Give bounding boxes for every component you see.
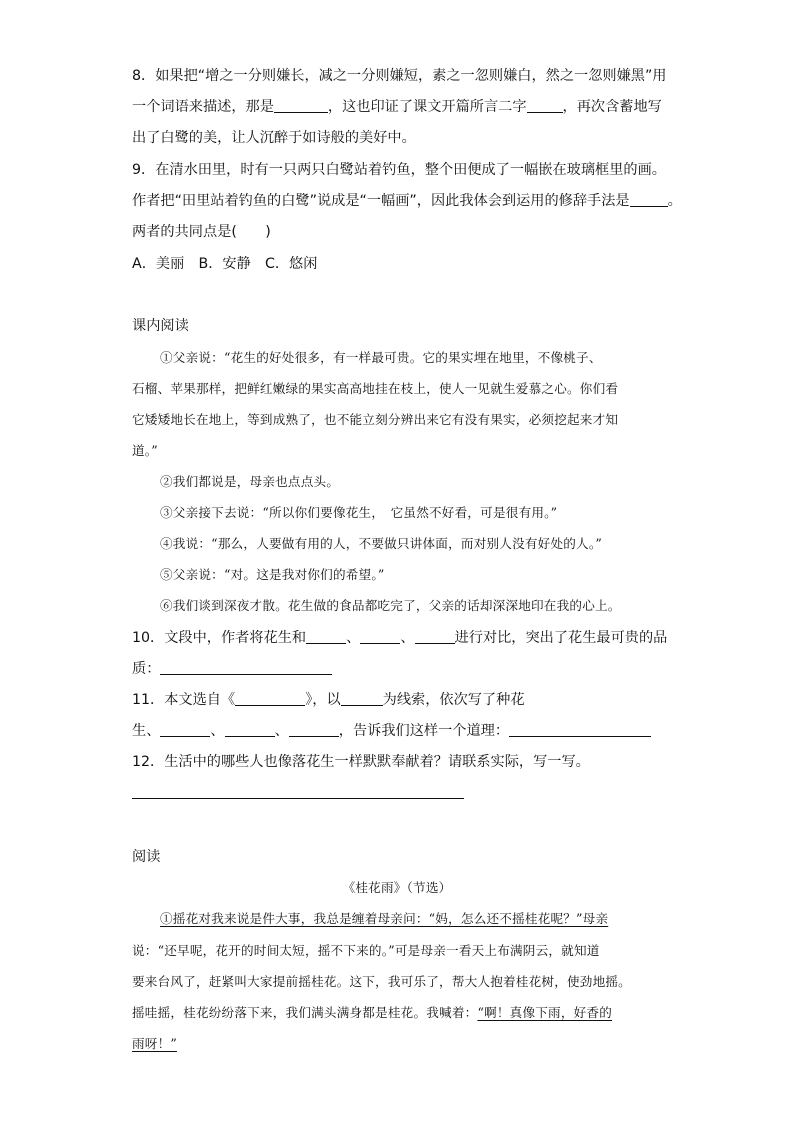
passage1-para2: ②我们都说是，母亲也点点头。 [160,474,340,489]
passage2-underlined-text: ①摇花对我来说是件大事，我总是缠着母亲问：“妈，怎么还不摇桂花呢？”母亲 [160,911,609,926]
passage1-para5: ⑤父亲说：“对。这是我对你们的希望。” [160,567,385,582]
q8-line-2 [132,97,662,117]
q11-text-c: 为线索，依次写了种花 [382,692,525,708]
q8-text-c: ，再次含蓄地写 [562,99,662,115]
q10-text-b: 进行对比，突出了花生最可贵的品 [454,630,668,646]
q10-sep: 、 [346,630,361,646]
q11-answer-blank-6[interactable] [509,722,651,737]
q11-answer-blank-3[interactable] [160,722,210,737]
q11-line-2 [132,721,651,741]
q8-text-a: 一个词语来描述，那是 [132,99,274,115]
q10-text-a: 10．文段中，作者将花生和 [132,630,307,646]
q9-text-b: 。 [667,193,682,209]
passage2-para1-line3: 要来台风了，赶紧叫大家提前摇桂花。这下，我可乐了，帮大人抱着桂花树，使劲地摇。 [132,974,631,989]
passage1-para1-line4: 道。” [132,443,158,458]
passage2-text: 摇哇摇，桂花纷纷落下来，我们满头满身都是桂花。我喊着： [132,1005,478,1020]
q11-text-b: 》，以 [305,692,341,708]
q11-line-1 [132,690,525,710]
q10-answer-blank-2[interactable] [360,629,400,644]
q8-line-1: 8．如果把“增之一分则嫌长，减之一分则嫌短，素之一忽则嫌白，然之一忽则嫌黑”用 [132,68,667,84]
q12-answer-line[interactable] [132,798,464,799]
q9-options[interactable]: A．美丽 B．安静 C．悠闲 [132,256,318,272]
q10-line-2 [132,659,332,679]
passage1-para1-line1: ①父亲说：“花生的好处很多，有一样最可贵。它的果实埋在地里，不像桃子、 [160,350,602,365]
passage2-para1-line1 [160,909,608,929]
q10-sep: 、 [400,630,415,646]
passage2-para1-line4 [132,1003,612,1023]
passage1-para1-line3: 它矮矮地长在地上，等到成熟了，也不能立刻分辨出来它有没有果实，必须挖起来才知 [132,412,619,427]
q8-answer-blank-2[interactable] [527,98,563,113]
q10-line-1 [132,628,667,648]
passage2-para1-line5 [132,1034,177,1054]
q11-answer-blank-4[interactable] [225,722,275,737]
q10-answer-blank-3[interactable] [415,629,455,644]
q11-text-a: 11．本文选自《 [132,692,236,708]
q11-sep: 、 [274,723,289,739]
passage1-para6: ⑥我们谈到深夜才散。花生做的食品都吃完了，父亲的话却深深地印在我的心上。 [160,598,621,613]
q9-answer-blank[interactable] [630,192,668,207]
section-title-reading: 阅读 [132,849,161,865]
q9-line-1: 9．在清水田里，时有一只两只白鹭站着钓鱼，整个田便成了一幅嵌在玻璃框里的画。 [132,162,666,178]
q9-text-a: 作者把“田里站着钓鱼的白鹭”说成是“一幅画”，因此我体会到运用的修辞手法是 [132,193,630,209]
section-title-in-class-reading: 课内阅读 [132,318,189,334]
q8-text-b: ，这也印证了课文开篇所言二字 [327,99,527,115]
q11-text-d: 生、 [132,723,161,739]
q10-answer-blank-1[interactable] [306,629,346,644]
passage1-para3: ③父亲接下去说：“所以你们要像花生， 它虽然不好看，可是很有用。” [160,505,558,520]
q11-answer-blank-2[interactable] [341,691,383,706]
passage1-para1-line2: 石榴、苹果那样，把鲜红嫩绿的果实高高地挂在枝上，使人一见就生爱慕之心。你们看 [132,381,619,396]
q11-answer-blank-5[interactable] [289,722,339,737]
passage2-underlined-quote-end: 雨呀！” [132,1036,178,1051]
q12-line-1: 12．生活中的哪些人也像落花生一样默默奉献着？请联系实际，写一写。 [132,754,590,770]
q10-text-c: 质： [132,661,161,677]
passage1-para4: ④我说：“那么，人要做有用的人，不要做只讲体面，而对别人没有好处的人。” [160,536,602,551]
article-title: 《桂花雨》（节选） [342,880,452,895]
q11-text-e: ，告诉我们这样一个道理： [338,723,510,739]
q9-line-3: 两者的共同点是( ) [132,224,271,240]
q9-line-2 [132,191,682,211]
q8-line-3: 出了白鹭的美，让人沉醉于如诗般的美好中。 [132,130,416,146]
q8-answer-blank-1[interactable] [274,98,328,113]
q11-answer-blank-1[interactable] [235,691,305,706]
q11-sep: 、 [210,723,225,739]
passage2-para1-line2: 说：“还早呢，花开的时间太短，摇不下来的。”可是母亲一看天上布满阴云，就知道 [132,943,600,958]
passage2-underlined-quote: “啊！真像下雨，好香的 [477,1005,613,1020]
q10-answer-blank-4[interactable] [160,660,332,675]
